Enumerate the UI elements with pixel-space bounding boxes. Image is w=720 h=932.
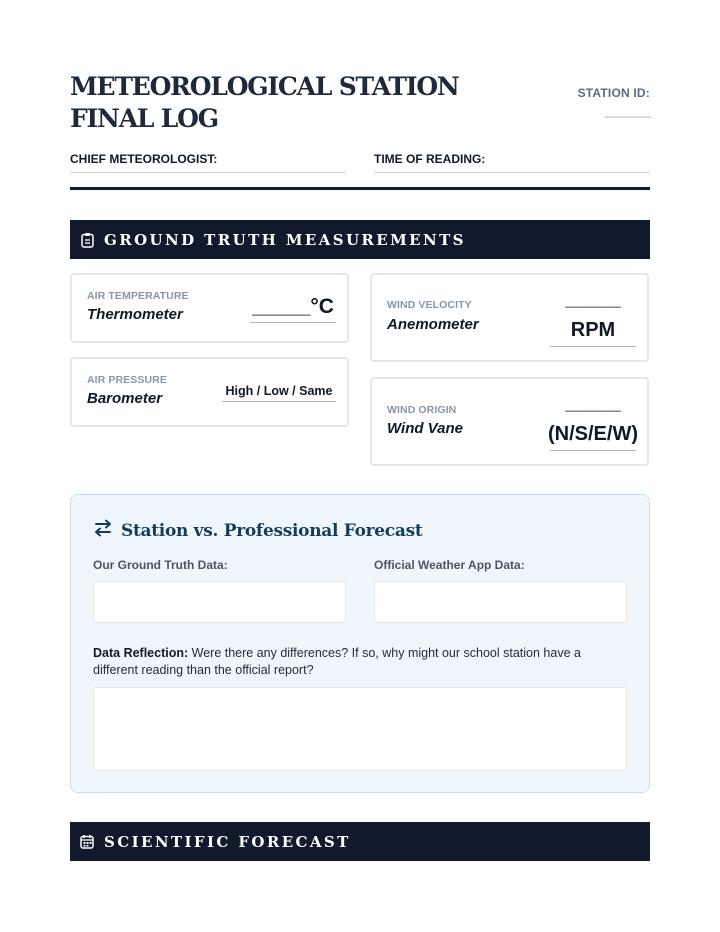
wind-origin-caption: WIND ORIGIN <box>387 404 457 416</box>
official-app-data-input[interactable] <box>374 581 627 623</box>
chief-meteorologist-label: CHIEF METEOROLOGIST: <box>70 152 218 166</box>
anemometer-label: Anemometer <box>387 316 479 333</box>
time-of-reading-field[interactable] <box>374 152 650 174</box>
header-divider <box>70 187 650 190</box>
station-id <box>578 86 650 118</box>
wind-vane-label: Wind Vane <box>387 420 463 437</box>
page-title: METEOROLOGICAL STATION FINAL LOG <box>70 72 459 133</box>
wind-origin-blank[interactable]: _____ <box>565 392 621 414</box>
barometer-label: Barometer <box>87 390 163 407</box>
time-of-reading-line <box>374 172 650 173</box>
air-temperature-caption: AIR TEMPERATURE <box>87 290 189 302</box>
wind-velocity-underline <box>550 346 636 347</box>
comparison-title: Station vs. Professional Forecast <box>121 520 423 541</box>
temperature-value-field[interactable]: _____°C <box>252 295 334 318</box>
station-id-label: STATION ID: <box>577 86 650 100</box>
chief-meteorologist-line <box>70 172 346 173</box>
pressure-underline <box>222 401 336 402</box>
pressure-value-field[interactable]: High / Low / Same <box>225 384 333 398</box>
data-reflection-label: Data Reflection: <box>93 646 189 660</box>
ground-truth-section-header <box>70 220 650 259</box>
official-app-data-label: Official Weather App Data: <box>374 558 525 572</box>
wind-velocity-blank[interactable]: _____ <box>565 288 621 310</box>
ground-truth-data-input[interactable] <box>93 581 346 623</box>
scientific-forecast-title: SCIENTIFIC FORECAST <box>104 832 351 851</box>
wind-origin-directions: (N/S/E/W) <box>548 423 638 445</box>
data-reflection-input[interactable] <box>93 687 627 771</box>
clipboard-icon <box>80 232 94 248</box>
air-pressure-card <box>70 357 349 427</box>
temperature-underline <box>250 322 336 323</box>
wind-origin-underline <box>550 450 636 451</box>
wind-velocity-card <box>370 273 649 362</box>
swap-arrows-icon <box>93 519 113 542</box>
ground-truth-section-title: GROUND TRUTH MEASUREMENTS <box>104 230 466 249</box>
ground-truth-data-label: Our Ground Truth Data: <box>93 558 228 572</box>
data-reflection-question: Were there any differences? If so, why might our school station have a different reading than the official report? <box>93 646 581 677</box>
wind-origin-card <box>370 377 649 466</box>
calendar-icon <box>80 834 94 850</box>
comparison-header <box>93 519 422 542</box>
thermometer-label: Thermometer <box>87 306 183 323</box>
data-reflection-prompt <box>93 645 623 679</box>
wind-velocity-caption: WIND VELOCITY <box>387 299 472 311</box>
time-of-reading-label: TIME OF READING: <box>374 152 486 166</box>
scientific-forecast-section-header <box>70 822 650 861</box>
wind-velocity-unit: RPM <box>570 319 616 341</box>
chief-meteorologist-field[interactable] <box>70 152 346 174</box>
station-id-blank[interactable]: ________ <box>604 104 650 118</box>
air-temperature-card <box>70 273 349 343</box>
forecast-comparison-panel <box>70 494 650 793</box>
air-pressure-caption: AIR PRESSURE <box>87 374 167 386</box>
